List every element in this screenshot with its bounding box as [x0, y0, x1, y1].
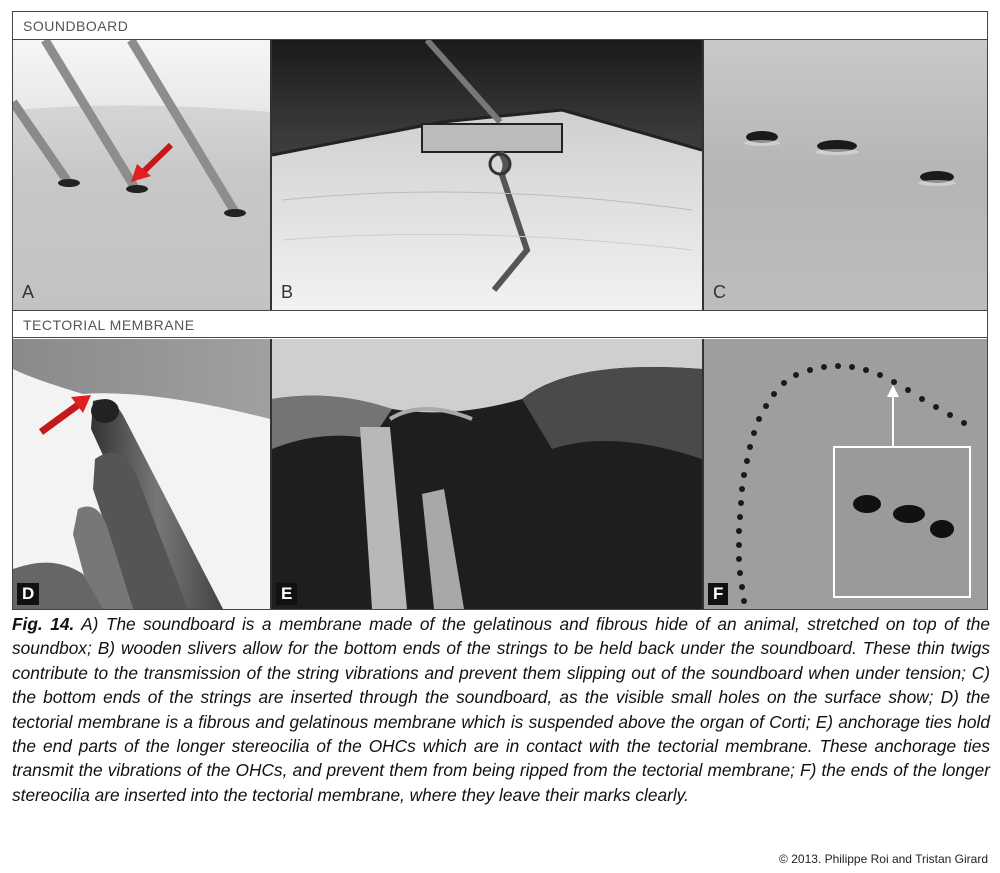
panel-label-c: C: [713, 282, 726, 302]
panel-c-soundboard-holes: [704, 40, 987, 310]
panel-f-stereocilia-marks: [704, 339, 987, 609]
figure-caption-text: A) The soundboard is a membrane made of the gelatinous and fibrous hide of an animal, stretched on top of the soundbox; B) wooden slivers allow for the bottom ends of the strings to be held back under the soundboard. These thin twigs contribute to the transmission of the string vibrations and prevent them slipping out of the soundboard when under tension; C) the bottom ends of the strings are inserted through the soundboard, as the visible small holes on the surface show; D) the tectorial membrane is a fibrous and gelatinous membrane which is suspended above the organ of Corti; E) anchorage ties hold the end parts of the longer stereocilia of the OHCs which are in contact with the tectorial membrane. These anchorage ties transmit the vibrations of the OHCs, and prevent them from being ripped from the tectorial membrane; F) the ends of the longer stereocilia are inserted into the tectorial membrane, where they leave their marks clearly.: [12, 614, 991, 805]
figure-14: [12, 11, 988, 610]
figure-caption: [12, 612, 990, 807]
section-label-tectorial-membrane: TECTORIAL MEMBRANE: [13, 310, 987, 338]
panel-label-f: F: [708, 583, 728, 605]
panel-b-wooden-sliver: [272, 40, 702, 310]
panel-a-soundboard-strings: [13, 40, 270, 310]
panel-e-anchorage-ties: [272, 339, 702, 609]
panel-label-d: D: [17, 583, 39, 605]
panel-label-a: A: [22, 282, 35, 302]
figure-caption-label: Fig. 14.: [12, 614, 75, 634]
panel-d-tectorial-membrane: [13, 339, 270, 609]
section-label-soundboard: SOUNDBOARD: [13, 12, 987, 40]
copyright-notice: © 2013. Philippe Roi and Tristan Girard: [779, 852, 988, 866]
panel-label-e: E: [276, 583, 297, 605]
panel-label-b: B: [281, 282, 294, 302]
